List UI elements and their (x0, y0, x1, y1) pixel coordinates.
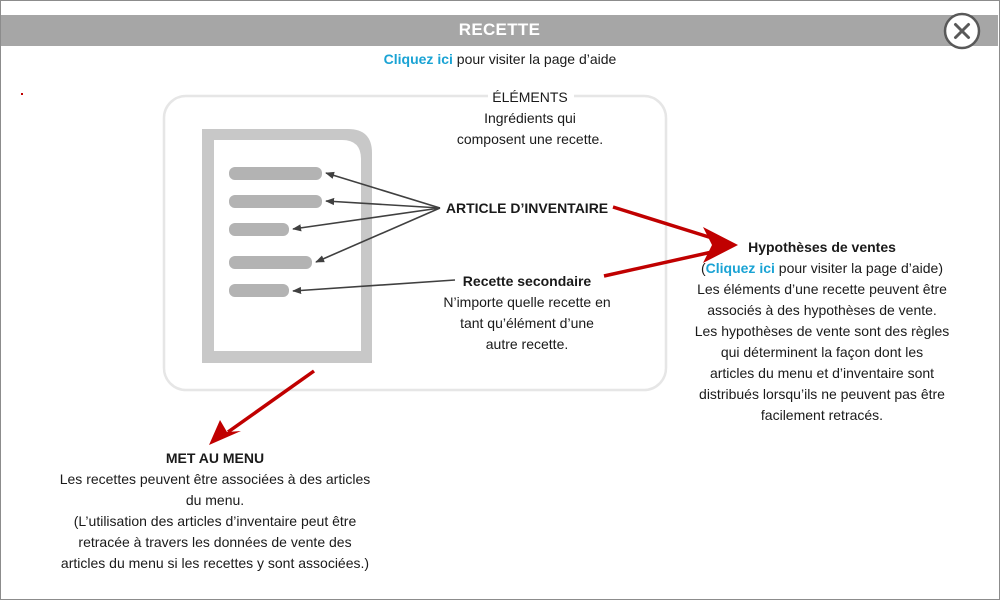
help-text: pour visiter la page d’aide (452, 51, 617, 67)
sales-assumptions-line: Les hypothèses de vente sont des règles (694, 323, 950, 339)
menu-item-line: Les recettes peuvent être associées à des articles (59, 471, 371, 487)
menu-item-line: retracée à travers les données de vente des (78, 534, 352, 550)
sales-assumptions-line: Les éléments d’une recette peuvent être (697, 281, 947, 297)
sales-assumptions-help-link[interactable]: Cliquez ici (705, 260, 775, 276)
dialog-title: RECETTE (458, 20, 541, 39)
secondary-recipe-line-1: N’importe quelle recette en (443, 294, 611, 310)
menu-item-line: (L’utilisation des articles d’inventaire peut être (73, 513, 357, 529)
secondary-recipe-line-2: tant qu’élément d’une (460, 315, 594, 331)
secondary-recipe-block (412, 271, 642, 355)
menu-item-block (30, 448, 400, 574)
inventory-item-label: ARTICLE D’INVENTAIRE (445, 200, 609, 216)
document-line-1 (229, 167, 322, 180)
elements-desc-line-2: composent une recette. (456, 131, 604, 147)
elements-title: ÉLÉMENTS (492, 89, 568, 105)
elements-desc-line-1: Ingrédients qui (484, 110, 576, 126)
secondary-recipe-line-3: autre recette. (485, 336, 569, 352)
menu-item-title: MET AU MENU (165, 450, 265, 466)
document-line-3 (229, 223, 289, 236)
sales-assumptions-line: facilement retracés. (760, 407, 884, 423)
sales-assumptions-block (672, 237, 972, 426)
help-link[interactable]: Cliquez ici (383, 51, 453, 67)
sales-assumptions-line: distribués lorsqu’ils ne peuvent pas être (699, 386, 945, 402)
sales-assumptions-title: Hypothèses de ventes (748, 239, 896, 255)
sales-assumptions-line: qui déterminent la façon dont les (720, 344, 924, 360)
document-line-4 (229, 256, 312, 269)
elements-block (430, 87, 630, 150)
secondary-recipe-title: Recette secondaire (462, 273, 592, 289)
document-icon (202, 129, 372, 363)
sales-assumptions-line: articles du menu et d’inventaire sont (709, 365, 935, 381)
menu-item-line: articles du menu si les recettes y sont associées.) (60, 555, 370, 571)
document-line-5 (229, 284, 289, 297)
sales-assumptions-line: associés à des hypothèses de vente. (707, 302, 937, 318)
menu-item-line: du menu. (185, 492, 245, 508)
sales-assumptions-help-line: (Cliquez ici pour visiter la page d’aide) (700, 260, 943, 276)
document-line-2 (229, 195, 322, 208)
